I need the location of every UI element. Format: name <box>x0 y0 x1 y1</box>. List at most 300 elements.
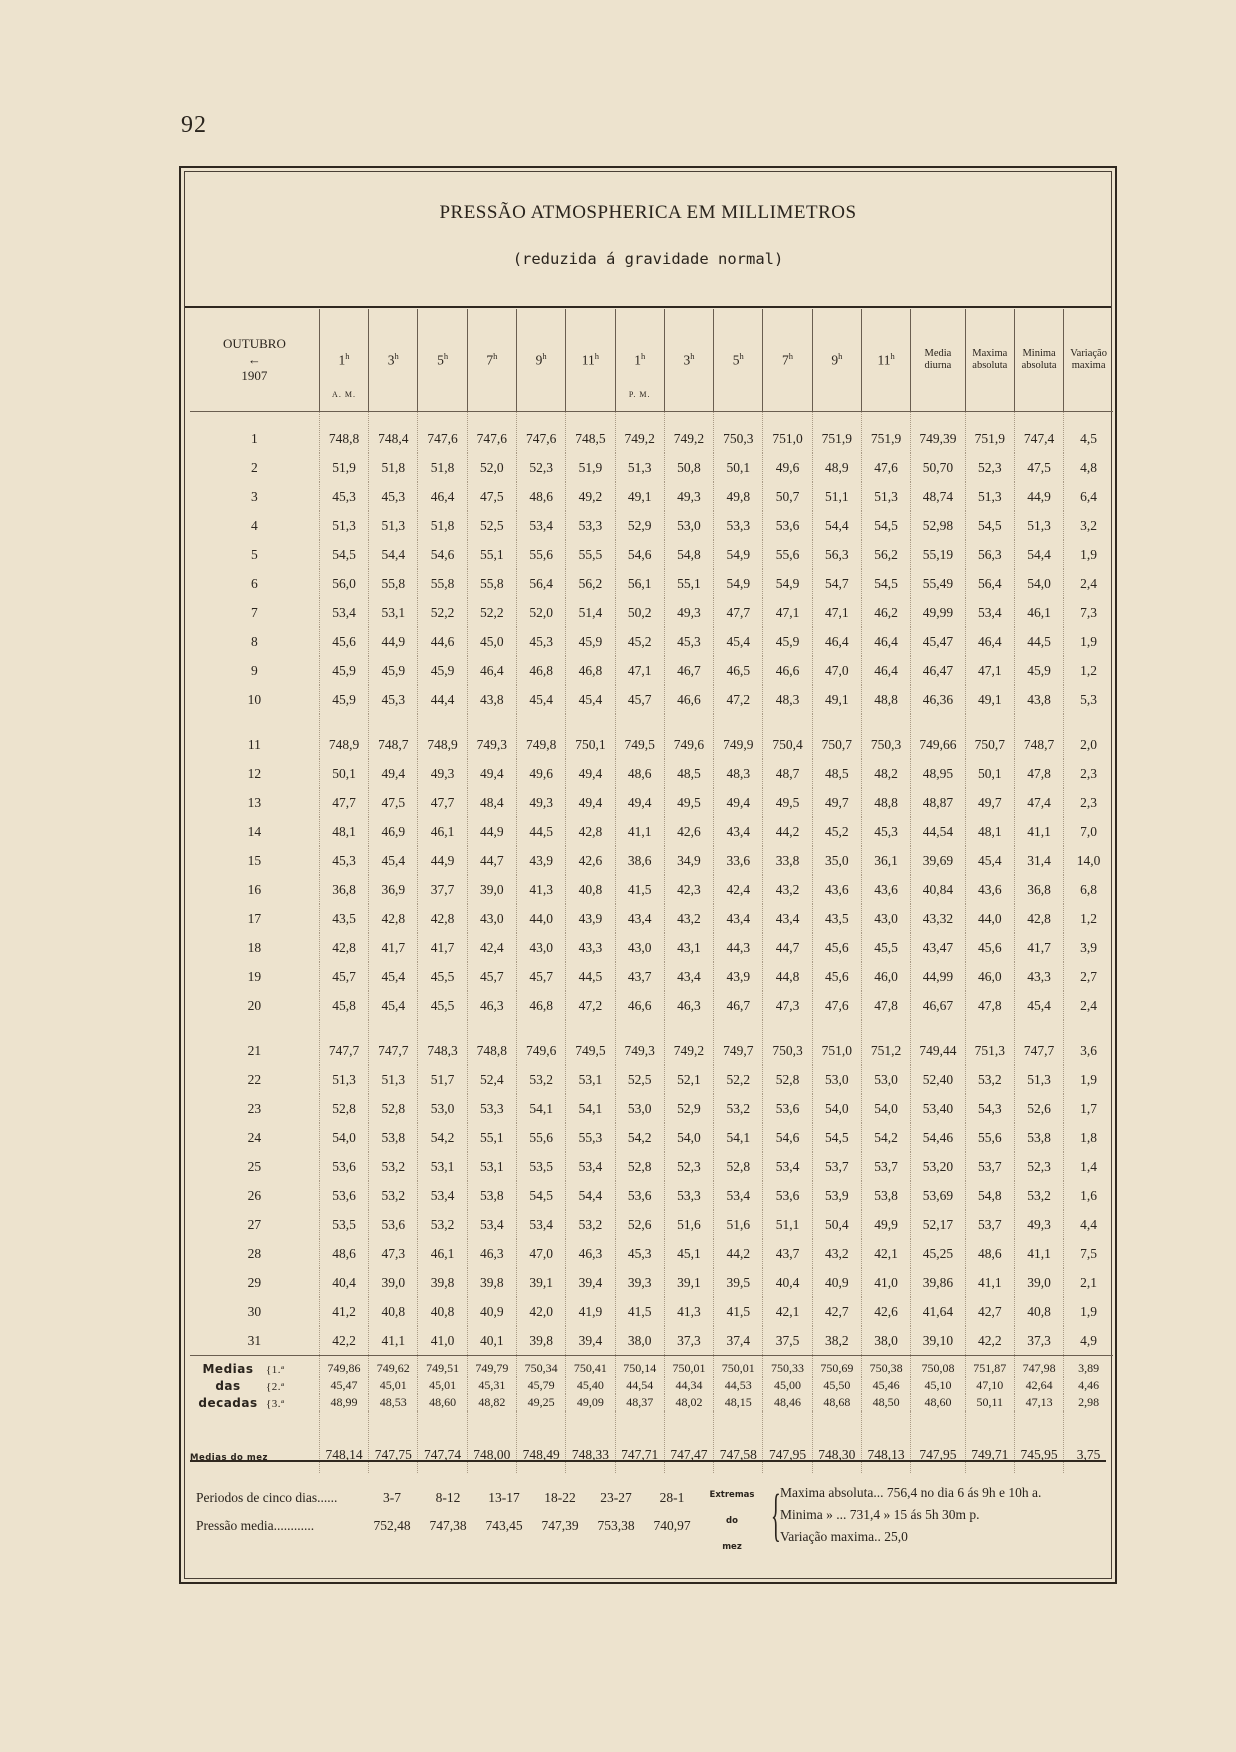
value-cell: 45,4 <box>369 962 418 991</box>
value-cell: 49,3 <box>664 482 713 511</box>
value-cell: 52,98 <box>911 511 965 540</box>
value-cell: 46,0 <box>965 962 1014 991</box>
value-cell: 56,3 <box>812 540 861 569</box>
value-cell: 46,47 <box>911 656 965 685</box>
value-cell: 40,8 <box>1014 1297 1063 1326</box>
value-cell: 50,1 <box>965 759 1014 788</box>
value-cell: 48,2 <box>861 759 910 788</box>
value-cell: 43,7 <box>615 962 664 991</box>
value-cell: 46,7 <box>714 991 763 1020</box>
value-cell: 53,5 <box>319 1210 368 1239</box>
value-cell: 44,54 <box>615 1377 664 1394</box>
value-cell: 748,8 <box>319 412 368 454</box>
value-cell: 48,50 <box>861 1394 910 1411</box>
value-cell: 45,1 <box>664 1239 713 1268</box>
value-cell: 43,0 <box>861 904 910 933</box>
value-cell: 46,4 <box>861 627 910 656</box>
value-cell: 750,3 <box>763 1020 812 1065</box>
day-cell: 16 <box>247 881 262 897</box>
table-row <box>190 1326 1113 1356</box>
hour-header: 3$^h$ <box>369 309 418 412</box>
value-cell: 6,4 <box>1064 482 1113 511</box>
day-cell: 7 <box>251 604 258 620</box>
value-cell: 43,6 <box>965 875 1014 904</box>
value-cell: 749,71 <box>965 1411 1014 1473</box>
value-cell: 53,0 <box>812 1065 861 1094</box>
day-cell: 22 <box>247 1071 262 1087</box>
value-cell: 46,7 <box>664 656 713 685</box>
period-value: 28-1 <box>659 1490 685 1505</box>
value-cell: 51,3 <box>319 511 368 540</box>
value-cell: 42,8 <box>369 904 418 933</box>
table-row <box>190 1123 1113 1152</box>
value-cell: 45,3 <box>615 1239 664 1268</box>
value-cell: 37,3 <box>1014 1326 1063 1356</box>
value-cell: 48,3 <box>714 759 763 788</box>
value-cell: 52,3 <box>664 1152 713 1181</box>
day-cell: 15 <box>247 852 262 868</box>
table-row <box>190 627 1113 656</box>
value-cell: 54,5 <box>319 540 368 569</box>
value-cell: 50,1 <box>714 453 763 482</box>
value-cell: 42,4 <box>714 875 763 904</box>
value-cell: 1,9 <box>1064 627 1113 656</box>
value-cell: 53,1 <box>566 1065 615 1094</box>
hour-header: 7$^h$ <box>467 309 516 412</box>
table-row <box>190 598 1113 627</box>
value-cell: 52,8 <box>714 1152 763 1181</box>
table-row <box>190 875 1113 904</box>
value-cell: 53,6 <box>369 1210 418 1239</box>
value-cell: 55,3 <box>566 1123 615 1152</box>
value-cell: 53,3 <box>566 511 615 540</box>
value-cell: 45,4 <box>714 627 763 656</box>
value-cell: 53,4 <box>566 1152 615 1181</box>
page-number: 92 <box>181 112 207 138</box>
value-cell: 44,0 <box>965 904 1014 933</box>
value-cell: 749,2 <box>664 1020 713 1065</box>
value-cell: 48,5 <box>812 759 861 788</box>
value-cell: 747,4 <box>1014 412 1063 454</box>
value-cell: 4,9 <box>1064 1326 1113 1356</box>
value-cell: 46,5 <box>714 656 763 685</box>
value-cell: 53,7 <box>965 1152 1014 1181</box>
day-cell: 5 <box>251 546 258 562</box>
value-cell: 749,3 <box>615 1020 664 1065</box>
value-cell: 45,50 <box>812 1377 861 1394</box>
value-cell: 53,0 <box>664 511 713 540</box>
value-cell: 31,4 <box>1014 846 1063 875</box>
value-cell: 44,5 <box>1014 627 1063 656</box>
value-cell: 36,8 <box>1014 875 1063 904</box>
value-cell: 44,2 <box>763 817 812 846</box>
value-cell: 53,4 <box>965 598 1014 627</box>
value-cell: 56,2 <box>861 540 910 569</box>
value-cell: 1,9 <box>1064 1297 1113 1326</box>
value-cell: 48,5 <box>664 759 713 788</box>
value-cell: 41,1 <box>615 817 664 846</box>
value-cell: 52,17 <box>911 1210 965 1239</box>
value-cell: 45,6 <box>812 962 861 991</box>
day-cell: 17 <box>247 910 262 926</box>
table-row <box>190 1297 1113 1326</box>
day-cell: 20 <box>247 997 262 1013</box>
value-cell: 55,6 <box>516 540 565 569</box>
hour-header: 11$^h$ <box>566 309 615 412</box>
value-cell: 751,0 <box>763 412 812 454</box>
value-cell: 42,8 <box>1014 904 1063 933</box>
value-cell: 53,2 <box>369 1152 418 1181</box>
value-cell: 39,0 <box>1014 1268 1063 1297</box>
value-cell: 53,1 <box>467 1152 516 1181</box>
value-cell: 46,1 <box>1014 598 1063 627</box>
value-cell: 54,4 <box>1014 540 1063 569</box>
value-cell: 49,1 <box>615 482 664 511</box>
value-cell: 44,53 <box>714 1377 763 1394</box>
value-cell: 748,3 <box>418 1020 467 1065</box>
value-cell: 55,8 <box>418 569 467 598</box>
periods-label: Periodos de cinco dias...... <box>196 1490 338 1505</box>
period-value: 8-12 <box>435 1490 461 1505</box>
value-cell: 749,66 <box>911 714 965 759</box>
hour-header: 9$^h$ <box>812 309 861 412</box>
value-cell: 53,6 <box>615 1181 664 1210</box>
value-cell: 43,2 <box>763 875 812 904</box>
value-cell: 45,0 <box>467 627 516 656</box>
value-cell: 49,99 <box>911 598 965 627</box>
day-cell: 23 <box>247 1100 262 1116</box>
value-cell: 749,3 <box>467 714 516 759</box>
value-cell: 748,5 <box>566 412 615 454</box>
value-cell: 41,1 <box>1014 1239 1063 1268</box>
day-cell: 19 <box>247 968 262 984</box>
value-cell: 54,9 <box>763 569 812 598</box>
table-row <box>190 656 1113 685</box>
value-cell: 50,11 <box>965 1394 1014 1411</box>
value-cell: 34,9 <box>664 846 713 875</box>
value-cell: 42,8 <box>566 817 615 846</box>
month-header <box>190 309 319 412</box>
value-cell: 749,6 <box>516 1020 565 1065</box>
value-cell: 53,3 <box>467 1094 516 1123</box>
decade-mean-label: das {2.ª <box>215 1378 285 1393</box>
value-cell: 48,82 <box>467 1394 516 1411</box>
value-cell: 56,3 <box>965 540 1014 569</box>
value-cell: 49,1 <box>812 685 861 714</box>
value-cell: 749,79 <box>467 1356 516 1378</box>
table-row <box>190 817 1113 846</box>
value-cell: 3,6 <box>1064 1020 1113 1065</box>
value-cell: 45,3 <box>319 846 368 875</box>
value-cell: 53,2 <box>965 1065 1014 1094</box>
value-cell: 41,2 <box>319 1297 368 1326</box>
value-cell: 47,6 <box>812 991 861 1020</box>
value-cell: 750,4 <box>763 714 812 759</box>
value-cell: 47,7 <box>319 788 368 817</box>
value-cell: 748,9 <box>418 714 467 759</box>
pm-label: P. M. <box>628 390 651 399</box>
hour-header: 11$^h$ <box>861 309 910 412</box>
value-cell: 44,7 <box>763 933 812 962</box>
value-cell: 46,4 <box>467 656 516 685</box>
extreme-variation-line: Variação maxima.. 25,0 <box>780 1529 908 1544</box>
value-cell: 6,8 <box>1064 875 1113 904</box>
am-label: A. M. <box>332 390 356 399</box>
value-cell: 43,7 <box>763 1239 812 1268</box>
pressure-value: 752,48 <box>373 1518 411 1533</box>
value-cell: 44,9 <box>1014 482 1063 511</box>
value-cell: 53,3 <box>714 511 763 540</box>
value-cell: 53,4 <box>467 1210 516 1239</box>
value-cell: 46,4 <box>812 627 861 656</box>
day-cell: 10 <box>247 691 262 707</box>
value-cell: 50,70 <box>911 453 965 482</box>
value-cell: 42,1 <box>861 1239 910 1268</box>
value-cell: 3,75 <box>1064 1411 1113 1473</box>
value-cell: 42,8 <box>418 904 467 933</box>
pressure-value: 743,45 <box>485 1518 523 1533</box>
variacao-maxima-header: Variação maxima <box>1064 309 1113 412</box>
value-cell: 53,7 <box>812 1152 861 1181</box>
value-cell: 53,6 <box>763 1094 812 1123</box>
value-cell: 54,1 <box>714 1123 763 1152</box>
table-row <box>190 482 1113 511</box>
value-cell: 48,60 <box>911 1394 965 1411</box>
value-cell: 41,5 <box>714 1297 763 1326</box>
value-cell: 49,4 <box>467 759 516 788</box>
value-cell: 747,71 <box>615 1411 664 1473</box>
value-cell: 42,2 <box>319 1326 368 1356</box>
value-cell: 50,1 <box>319 759 368 788</box>
value-cell: 53,0 <box>861 1065 910 1094</box>
value-cell: 45,6 <box>319 627 368 656</box>
value-cell: 51,3 <box>1014 511 1063 540</box>
value-cell: 41,7 <box>418 933 467 962</box>
value-cell: 49,6 <box>763 453 812 482</box>
value-cell: 54,4 <box>566 1181 615 1210</box>
value-cell: 45,2 <box>812 817 861 846</box>
day-cell: 2 <box>251 459 258 475</box>
day-cell: 1 <box>251 430 258 446</box>
value-cell: 38,6 <box>615 846 664 875</box>
value-cell: 745,95 <box>1014 1411 1063 1473</box>
day-cell: 29 <box>247 1274 262 1290</box>
value-cell: 54,2 <box>861 1123 910 1152</box>
value-cell: 47,0 <box>516 1239 565 1268</box>
value-cell: 750,7 <box>965 714 1014 759</box>
decade-mean-label: Medias {1.ª <box>190 1356 319 1378</box>
value-cell: 44,2 <box>714 1239 763 1268</box>
value-cell: 749,2 <box>664 412 713 454</box>
table-row <box>190 714 1113 759</box>
value-cell: 51,9 <box>319 453 368 482</box>
value-cell: 43,4 <box>615 904 664 933</box>
value-cell: 2,98 <box>1064 1394 1113 1411</box>
value-cell: 49,7 <box>812 788 861 817</box>
value-cell: 43,5 <box>319 904 368 933</box>
value-cell: 1,4 <box>1064 1152 1113 1181</box>
value-cell: 41,1 <box>965 1268 1014 1297</box>
value-cell: 45,9 <box>319 656 368 685</box>
value-cell: 44,9 <box>369 627 418 656</box>
day-cell: 31 <box>247 1332 262 1348</box>
extremes-label: Extremas do mez <box>709 1490 755 1552</box>
value-cell: 55,49 <box>911 569 965 598</box>
day-cell: 13 <box>247 794 262 810</box>
table-row <box>190 412 1113 454</box>
value-cell: 43,6 <box>861 875 910 904</box>
value-cell: 45,3 <box>664 627 713 656</box>
value-cell: 46,3 <box>467 1239 516 1268</box>
value-cell: 42,7 <box>965 1297 1014 1326</box>
value-cell: 55,1 <box>467 1123 516 1152</box>
period-value: 3-7 <box>383 1490 401 1505</box>
pressure-table <box>190 309 1113 1473</box>
value-cell: 48,6 <box>965 1239 1014 1268</box>
value-cell: 39,69 <box>911 846 965 875</box>
value-cell: 2,3 <box>1064 759 1113 788</box>
table-row <box>190 991 1113 1020</box>
value-cell: 50,2 <box>615 598 664 627</box>
month-mean-label: Medias do mez <box>190 1453 268 1463</box>
value-cell: 45,3 <box>369 482 418 511</box>
pressure-value: 740,97 <box>653 1518 691 1533</box>
minima-absoluta-header: Minima absoluta <box>1014 309 1063 412</box>
value-cell: 5,3 <box>1064 685 1113 714</box>
year-label: 1907 <box>241 368 268 383</box>
value-cell: 43,9 <box>516 846 565 875</box>
table-row <box>190 511 1113 540</box>
value-cell: 2,4 <box>1064 569 1113 598</box>
value-cell: 48,1 <box>965 817 1014 846</box>
value-cell: 45,3 <box>516 627 565 656</box>
value-cell: 49,4 <box>615 788 664 817</box>
value-cell: 53,4 <box>714 1181 763 1210</box>
hour-header: 1$^h$ P. M. <box>615 309 664 412</box>
value-cell: 52,2 <box>714 1065 763 1094</box>
value-cell: 52,6 <box>615 1210 664 1239</box>
value-cell: 42,3 <box>664 875 713 904</box>
value-cell: 748,49 <box>516 1411 565 1473</box>
value-cell: 39,0 <box>467 875 516 904</box>
value-cell: 49,9 <box>861 1210 910 1239</box>
value-cell: 747,47 <box>664 1411 713 1473</box>
value-cell: 53,20 <box>911 1152 965 1181</box>
value-cell: 54,5 <box>516 1181 565 1210</box>
value-cell: 51,3 <box>369 511 418 540</box>
value-cell: 54,3 <box>965 1094 1014 1123</box>
value-cell: 44,9 <box>467 817 516 846</box>
value-cell: 48,7 <box>763 759 812 788</box>
value-cell: 47,2 <box>566 991 615 1020</box>
value-cell: 750,3 <box>714 412 763 454</box>
table-row <box>190 962 1113 991</box>
value-cell: 46,67 <box>911 991 965 1020</box>
day-cell: 6 <box>251 575 258 591</box>
day-cell: 18 <box>247 939 262 955</box>
value-cell: 37,4 <box>714 1326 763 1356</box>
table-row <box>190 1020 1113 1065</box>
value-cell: 45,2 <box>615 627 664 656</box>
value-cell: 43,1 <box>664 933 713 962</box>
value-cell: 54,4 <box>812 511 861 540</box>
value-cell: 54,6 <box>615 540 664 569</box>
decade-mean-row <box>190 1377 1113 1394</box>
value-cell: 4,5 <box>1064 412 1113 454</box>
value-cell: 52,0 <box>467 453 516 482</box>
value-cell: 748,7 <box>1014 714 1063 759</box>
value-cell: 41,7 <box>369 933 418 962</box>
value-cell: 750,3 <box>861 714 910 759</box>
value-cell: 747,58 <box>714 1411 763 1473</box>
value-cell: 2,0 <box>1064 714 1113 759</box>
value-cell: 39,8 <box>516 1326 565 1356</box>
value-cell: 45,4 <box>566 685 615 714</box>
value-cell: 1,6 <box>1064 1181 1113 1210</box>
value-cell: 54,7 <box>812 569 861 598</box>
value-cell: 48,46 <box>763 1394 812 1411</box>
footer-summary <box>190 1460 1106 1580</box>
value-cell: 46,4 <box>965 627 1014 656</box>
value-cell: 45,9 <box>418 656 467 685</box>
value-cell: 43,0 <box>516 933 565 962</box>
value-cell: 49,4 <box>369 759 418 788</box>
value-cell: 747,7 <box>369 1020 418 1065</box>
value-cell: 40,9 <box>467 1297 516 1326</box>
value-cell: 53,6 <box>319 1152 368 1181</box>
value-cell: 48,6 <box>615 759 664 788</box>
value-cell: 7,3 <box>1064 598 1113 627</box>
value-cell: 52,5 <box>615 1065 664 1094</box>
value-cell: 49,3 <box>516 788 565 817</box>
value-cell: 4,8 <box>1064 453 1113 482</box>
value-cell: 1,2 <box>1064 904 1113 933</box>
value-cell: 51,8 <box>369 453 418 482</box>
hour-header: 5$^h$ <box>418 309 467 412</box>
value-cell: 750,1 <box>566 714 615 759</box>
value-cell: 749,9 <box>714 714 763 759</box>
value-cell: 48,6 <box>516 482 565 511</box>
value-cell: 53,4 <box>418 1181 467 1210</box>
value-cell: 750,14 <box>615 1356 664 1378</box>
value-cell: 43,4 <box>664 962 713 991</box>
value-cell: 747,74 <box>418 1411 467 1473</box>
value-cell: 54,2 <box>418 1123 467 1152</box>
value-cell: 52,9 <box>615 511 664 540</box>
value-cell: 45,6 <box>812 933 861 962</box>
value-cell: 45,3 <box>369 685 418 714</box>
table-row <box>190 1210 1113 1239</box>
value-cell: 44,54 <box>911 817 965 846</box>
value-cell: 49,5 <box>664 788 713 817</box>
value-cell: 55,5 <box>566 540 615 569</box>
value-cell: 53,4 <box>319 598 368 627</box>
value-cell: 749,7 <box>714 1020 763 1065</box>
value-cell: 51,3 <box>319 1065 368 1094</box>
day-cell: 30 <box>247 1303 262 1319</box>
value-cell: 47,1 <box>763 598 812 627</box>
value-cell: 42,2 <box>965 1326 1014 1356</box>
value-cell: 52,0 <box>516 598 565 627</box>
value-cell: 1,7 <box>1064 1094 1113 1123</box>
value-cell: 47,0 <box>812 656 861 685</box>
value-cell: 747,98 <box>1014 1356 1063 1378</box>
value-cell: 43,2 <box>812 1239 861 1268</box>
value-cell: 751,3 <box>965 1020 1014 1065</box>
value-cell: 47,3 <box>369 1239 418 1268</box>
value-cell: 45,5 <box>418 962 467 991</box>
value-cell: 49,2 <box>566 482 615 511</box>
